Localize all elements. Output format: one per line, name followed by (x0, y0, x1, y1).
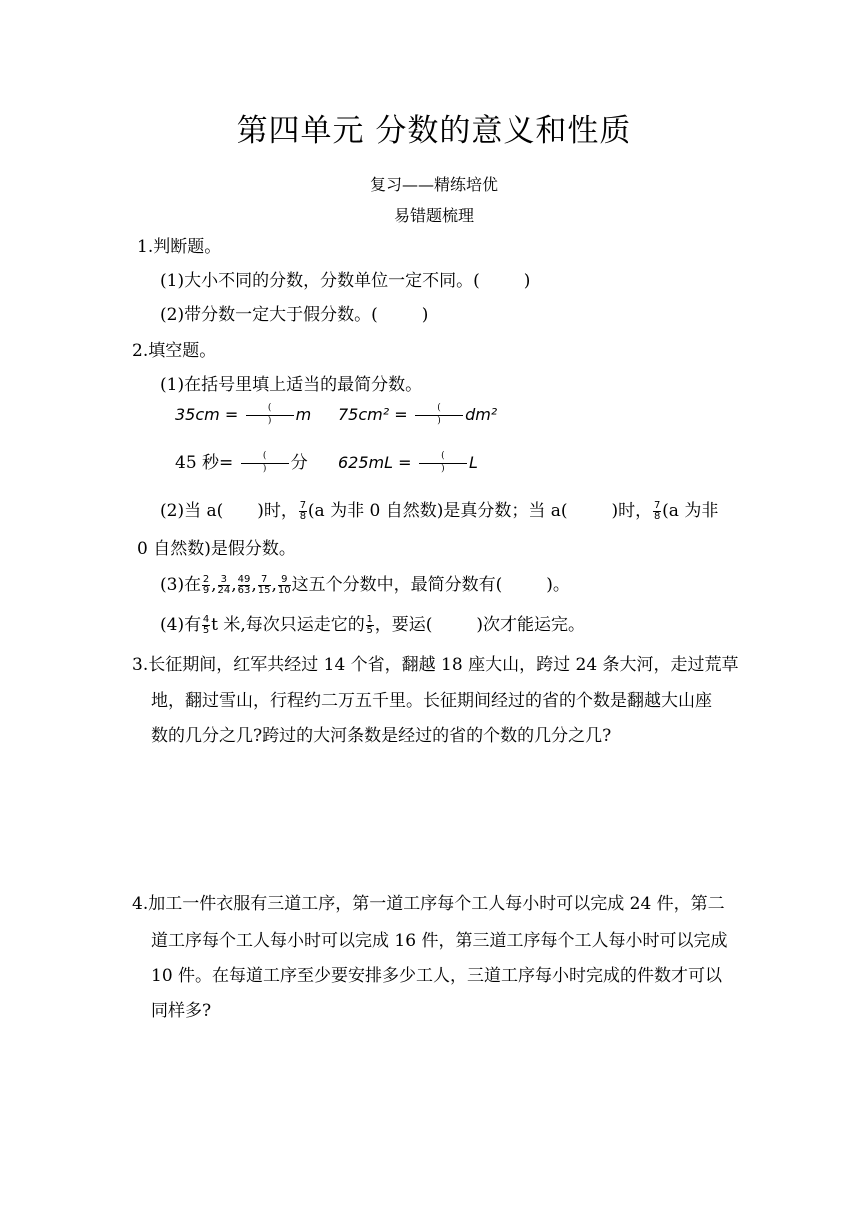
fraction-7-8: $\frac{7}{8}$ (653, 500, 661, 522)
q1-item-1-text: (1)大小不同的分数，分数单位一定不同。( (160, 271, 480, 291)
q2-part-1: (1)在括号里填上适当的最简分数。 (160, 375, 423, 395)
q1-heading: 1.判断题。 (137, 237, 222, 257)
q2-part-3-text-a: (3)在 (160, 575, 202, 595)
blank-fraction: ( ) (241, 452, 289, 475)
conversion-3-left: 45 秒= (175, 453, 234, 473)
fraction-4-5: $\frac{4}{5}$ (202, 614, 210, 636)
q4-line-3: 10 件。在每道工序至少要安排多少工人，三道工序每小时完成的件数才可以 (151, 966, 723, 986)
conversion-1-left: 35cm = (175, 405, 239, 424)
fraction-7-8: $\frac{7}{8}$ (299, 500, 307, 522)
q2-part-2-text-d: )时， (611, 501, 653, 521)
q2-part-2-line-2: 0 自然数)是假分数。 (137, 539, 296, 559)
fraction: $\frac{49}{63}$ (237, 574, 251, 596)
fraction: $\frac{9}{10}$ (277, 574, 291, 596)
q3-line-2: 地，翻过雪山，行程约二万五千里。长征期间经过的省的个数是翻越大山座 (151, 691, 712, 711)
q2-part-2-text-e: (a 为非 (662, 501, 719, 521)
q4-line-4: 同样多? (151, 1001, 212, 1021)
conversion-3 (175, 452, 308, 475)
q3-line-1: 3.长征期间，红军共经过 14 个省，翻越 18 座大山，跨过 24 条大河，走过荒草 (132, 655, 739, 675)
q1-item-1 (160, 270, 530, 292)
page-title: 第四单元 分数的意义和性质 (236, 113, 632, 149)
section-heading: 易错题梳理 (393, 206, 474, 225)
page-subtitle: 复习——精练培优 (369, 175, 498, 194)
blank-fraction: ( ) (419, 452, 467, 475)
q2-part-4-text-a: (4)有 (160, 615, 202, 635)
paren-close: ) (421, 305, 429, 325)
q3-line-3: 数的几分之几?跨过的大河条数是经过的省的个数的几分之几? (151, 726, 612, 746)
q1-item-2-text: (2)带分数一定大于假分数。( (160, 305, 378, 325)
q1-item-2 (160, 304, 428, 326)
q2-part-4 (160, 614, 585, 636)
q2-part-3-text-c: )。 (546, 575, 570, 595)
conversion-3-unit: 分 (290, 453, 308, 473)
fraction-1-5: $\frac{1}{5}$ (366, 614, 373, 636)
conversion-1 (175, 404, 311, 427)
conversion-2 (338, 404, 497, 427)
q2-heading: 2.填空题。 (132, 341, 217, 361)
q2-part-2-text-a: (2)当 a( (160, 501, 224, 521)
q2-part-4-text-d: )次才能运完。 (476, 615, 586, 635)
conversion-2-unit: dm² (465, 405, 498, 424)
blank-fraction: ( ) (246, 404, 294, 427)
conversion-4 (338, 452, 478, 475)
q2-part-2-text-b: )时， (257, 501, 298, 521)
q4-line-1: 4.加工一件衣服有三道工序，第一道工序每个工人每小时可以完成 24 件，第二 (132, 894, 725, 914)
conversion-4-unit: L (468, 453, 478, 472)
q2-part-2-line-1 (160, 500, 718, 522)
conversion-1-unit: m (295, 405, 312, 424)
fraction: $\frac{7}{15}$ (257, 574, 271, 596)
q2-part-3: (3)在 $\frac{2}{9}$ , $\frac{3}{24}$ , $\frac{49}{63}$ , $\frac{7}{15}$ , $\frac{9}{10}$ 这五个分数中，最简分数有( )。 (160, 574, 570, 596)
q2-part-3-text-b: 这五个分数中，最简分数有( (291, 575, 503, 595)
conversion-4-left: 625mL = (338, 453, 412, 472)
blank-fraction: ( ) (415, 404, 463, 427)
q2-part-4-text-c: ，要运( (374, 615, 433, 635)
paren-close: ) (523, 271, 531, 291)
q2-part-4-text-b: t 米,每次只运走它的 (211, 615, 365, 635)
q2-part-2-text-c: (a 为非 0 自然数)是真分数；当 a( (307, 501, 568, 521)
q4-line-2: 道工序每个工人每小时可以完成 16 件，第三道工序每个工人每小时可以完成 (151, 931, 728, 951)
fraction: $\frac{2}{9}$ (202, 574, 210, 596)
fraction: $\frac{3}{24}$ (217, 574, 231, 596)
conversion-2-left: 75cm² = (338, 405, 408, 424)
